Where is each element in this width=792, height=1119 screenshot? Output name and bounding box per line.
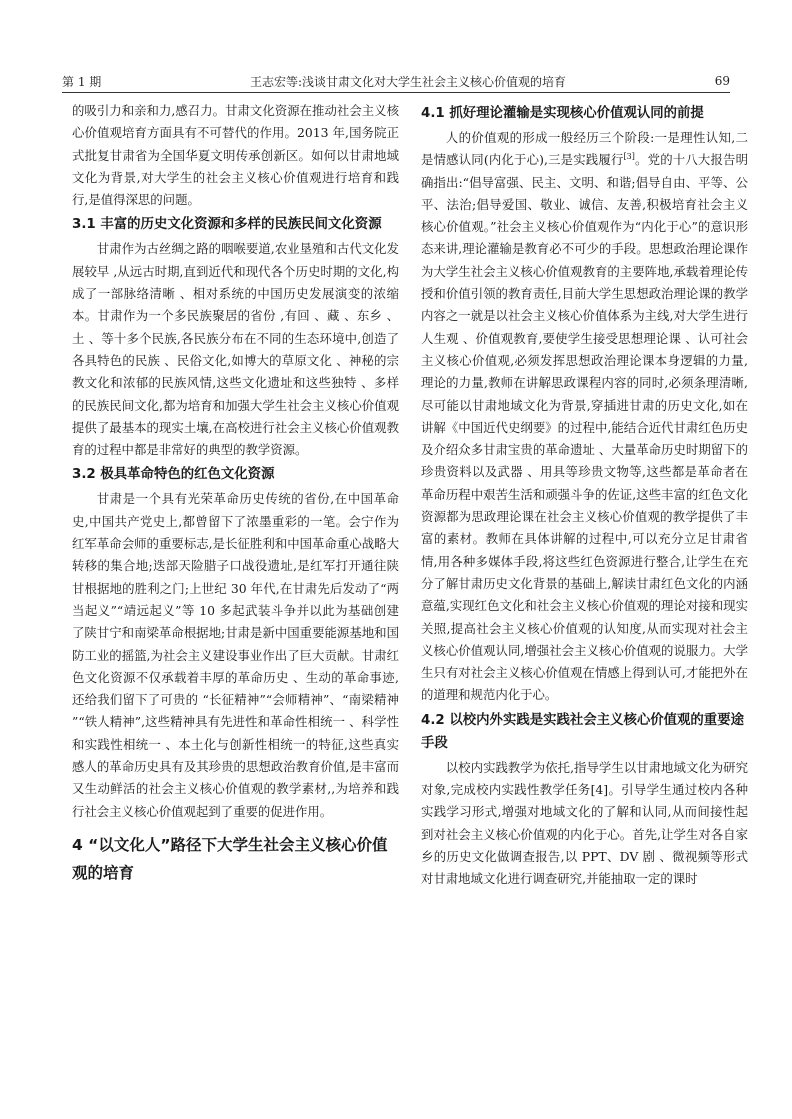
issue-number: 第 1 期 <box>62 74 102 89</box>
section-4-1-text-after-ref: 。党的十八大报告明确指出:“倡导富强、民主、文明、和谐;倡导自由、平等、公平、法治;倡导爱国、敬业、诚信、友善,积极培育社会主义核心价值观。”社会主义核心价值观作为“内化于心”的意识形态来讲,理论灌输是教育必不可少的手段。思想政治理论课作为大学生社会主义核心价值观教育的主要阵地,承载着理论传授和价值引领的教育责任,目前大学生思想政治理论课的教学内容之一就是以社会主义核心价值体系为主线,对大学生进行人生观 、价值观教育,要使学生接受思想理论课 、认可社会主义核心价值观,必须发挥思想政治理论课本身逻辑的力量,理论的力量,教师在讲解思政课程内容的同时,必须条理清晰,尽可能以甘肃地域文化为背景,穿插进甘肃的历史文化,如在讲解《中国近代史纲要》的过程中,能结合近代甘肃红色历史及介绍众多甘肃宝贵的革命遗址 、大量革命历史时期留下的珍贵资料以及武器 、用具等珍贵文物等,这些都是革命者在革命历程中艰苦生活和顽强斗争的佐证,这些丰富的红色文化资源都为思政理论课在社会主义核心价值观的教学提供了丰富的素材。教师在具体讲解的过程中,可以充分立足甘肃省情,用各种多媒体手段,将这些红色资源进行整合,让学生在充分了解甘肃历史文化背景的基础上,解读甘肃红色文化的内涵意蕴,实现红色文化和社会主义核心价值观的理论对接和现实关照,提高社会主义核心价值观的认知度,从而实现对社会主义核心价值观认同,增强社会主义核心价值观的说服力。大学生只有对社会主义核心价值观在情感上得到认可,才能把外在的道理和规范内化于心。 <box>421 152 749 703</box>
section-3-2-heading: 3.2 极具革命特色的红色文化资源 <box>72 467 275 483</box>
citation-ref: [3] <box>623 152 635 162</box>
left-column <box>72 100 399 887</box>
section-3-1-paragraph: 甘肃作为古丝绸之路的咽喉要道,农业垦殖和古代文化发展较早 ,从远古时期,直到近代和现代各个历史时期的文化,构成了一部脉络清晰 、相对系统的中国历史发展演变的浓缩本。甘肃作为一个多民族聚居的省份 ,有回 、藏 、东乡 、土 、等十多个民族,各民族分布在不同的生态环境中,创造了各具特色的民族 、民俗文化,如博大的草原文化 、神秘的宗教文化和浓郁的民族风情,这些文化遗址和这些独特 、多样的民族民间文化,都为培育和加强大学生社会主义核心价值观提供了最基本的现实土壤,在高校进行社会主义核心价值观教育的过程中都是非常好的典型的教学资源。 <box>72 241 399 458</box>
header-divider <box>62 92 730 93</box>
running-header <box>62 71 730 91</box>
right-column <box>421 100 748 891</box>
section-4-2-paragraph: 以校内实践教学为依托,指导学生以甘肃地域文化为研究对象,完成校内实践性教学任务[4]。引导学生通过校内各种实践学习形式,增强对地域文化的了解和认同,从而间接性起到对社会主义核心价值观的内化于心。首先,让学生对各自家乡的历史文化做调查报告,以 PPT、DV 剧 、微视频等形式对甘肃地域文化进行调查研究,并能抽取一定的课时 <box>421 759 748 887</box>
section-4-1-paragraph <box>421 127 748 707</box>
intro-paragraph: 的吸引力和亲和力,感召力。甘肃文化资源在推动社会主义核心价值观培育方面具有不可替代的作用。2013 年,国务院正式批复甘肃省为全国华夏文明传承创新区。如何以甘肃地域文化为背景,对大学生的社会主义核心价值观进行培育和践行,是值得深思的问题。 <box>72 103 399 208</box>
page-number: 69 <box>714 74 730 88</box>
section-4-1-heading: 4.1 抓好理论灌输是实现核心价值观认同的前提 <box>421 106 704 121</box>
section-4-2-heading: 4.2 以校内外实践是实践社会主义核心价值观的重要途手段 <box>421 712 744 751</box>
section-4-1-text-before-ref: 人的价值观的形成一般经历三个阶段:一是理性认知,二是情感认同(内化于心),三是实践履行 <box>421 130 748 168</box>
running-title: 王志宏等:浅谈甘肃文化对大学生社会主义核心价值观的培育 <box>249 74 567 89</box>
section-4-heading: 4 “以文化人”路径下大学生社会主义核心价值观的培育 <box>72 835 388 882</box>
section-3-1-heading: 3.1 丰富的历史文化资源和多样的民族民间文化资源 <box>72 217 382 233</box>
section-3-2-paragraph: 甘肃是一个具有光荣革命历史传统的省份,在中国革命史,中国共产党史上,都曾留下了浓墨重彩的一笔。会宁作为红军革命会师的重要标志,是长征胜利和中国革命重心战略大转移的集合地;迭部天险腊子口战役遗址,是红军打开通往陕甘根据地的胜利之门;上世纪 30 年代,在甘肃先后发动了“两当起义”“靖远起义”等 10 多起武装斗争并以此为基础创建了陕甘宁和南梁革命根据地;甘肃是新中国重要能源基地和国防工业的摇篮,为社会主义建设事业作出了巨大贡献。甘肃红色文化资源不仅承载着丰厚的革命历史 、生动的革命事迹,还给我们留下了可贵的 “长征精神”“会师精神”、“南梁精神 ”“铁人精神”,这些精神具有先进性和革命性相统一 、科学性和实践性相统一 、本土化与创新性相统一的特征,这些真实感人的革命历史具有及其珍贵的思想政治教育价值,是丰富而又生动鲜活的社会主义核心价值观的教学素材,,为培养和践行社会主义核心价值观起到了重要的促进作用。 <box>72 491 399 819</box>
